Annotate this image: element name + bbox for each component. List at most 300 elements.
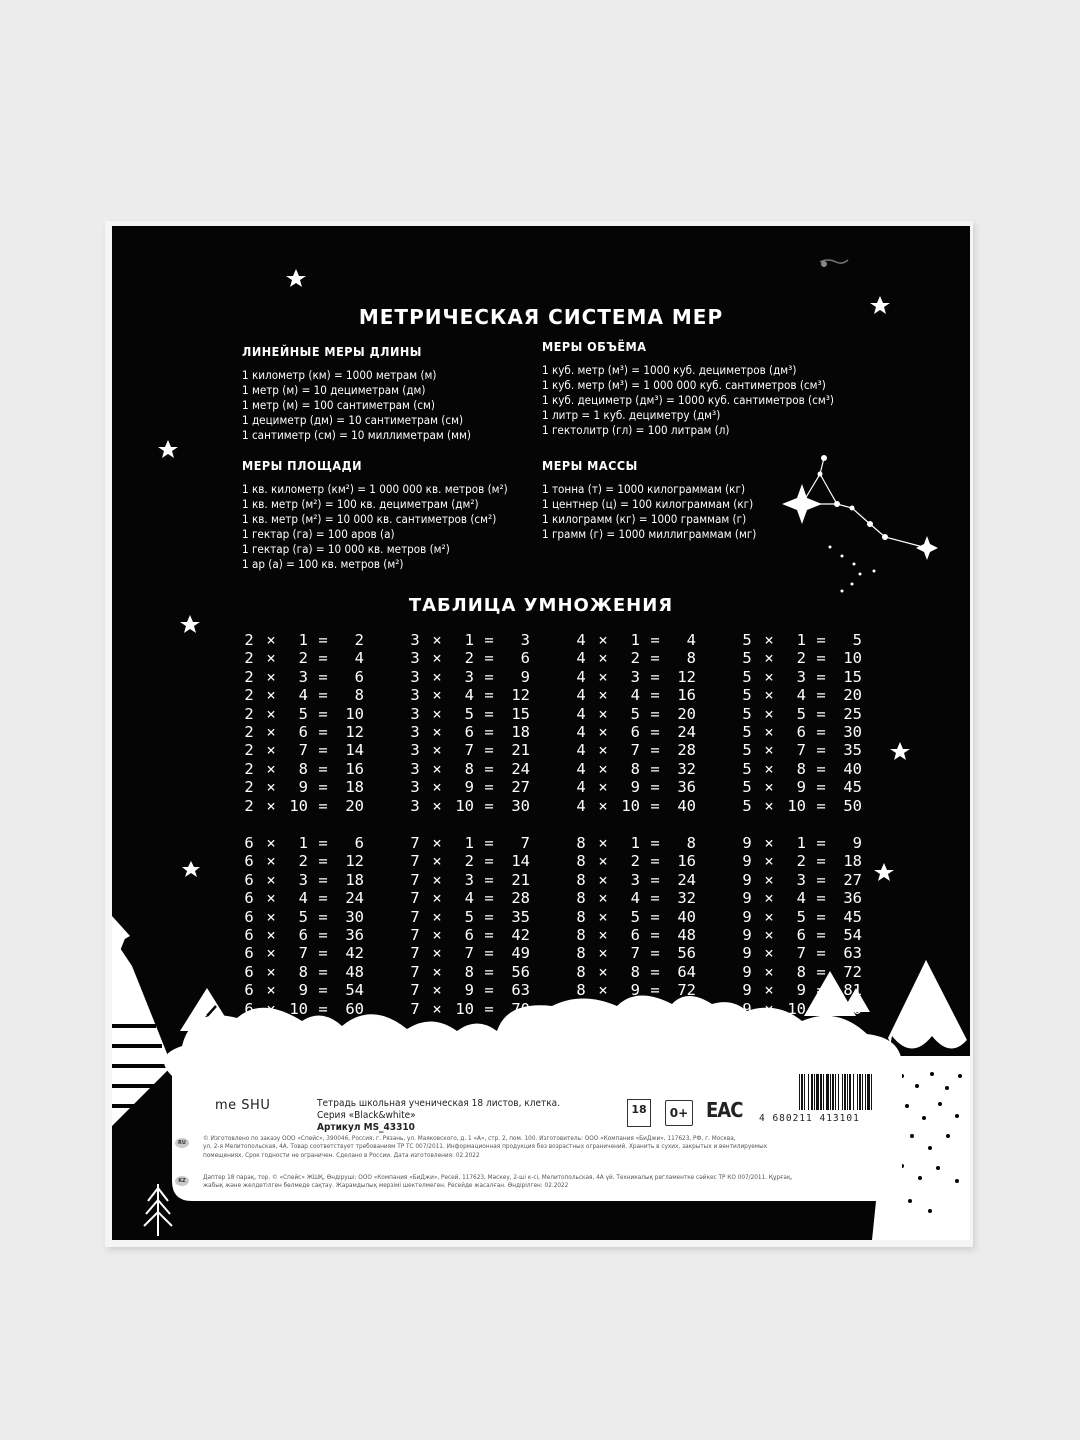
multiplication-cell: 4 bbox=[576, 649, 586, 668]
multiplication-cell: = bbox=[816, 631, 826, 649]
multiplication-cell: 2 bbox=[244, 778, 254, 797]
multiplication-cell: = bbox=[318, 999, 328, 1018]
multiplication-cell: 2 bbox=[298, 649, 308, 668]
measure-line: 1 гектолитр (гл) = 100 литрам (л) bbox=[542, 423, 730, 437]
multiplication-cell: 6 bbox=[244, 962, 254, 981]
multiplication-cell: = bbox=[816, 667, 826, 686]
multiplication-cell: = bbox=[318, 889, 328, 908]
multiplication-cell: × bbox=[266, 834, 276, 852]
multiplication-cell: 5 bbox=[742, 686, 752, 705]
multiplication-cell: 18 bbox=[511, 723, 530, 742]
barcode-bar bbox=[814, 1074, 815, 1110]
multiplication-cell: 5 bbox=[742, 741, 752, 760]
multiplication-row bbox=[242, 908, 364, 926]
multiplication-cell: 6 bbox=[244, 981, 254, 1000]
multiplication-cell: 3 bbox=[464, 667, 474, 686]
multiplication-cell: × bbox=[598, 686, 608, 705]
star-icon bbox=[874, 863, 894, 881]
multiplication-cell: 3 bbox=[410, 741, 420, 760]
multiplication-cell: 3 bbox=[410, 686, 420, 705]
multiplication-row bbox=[242, 889, 364, 907]
multiplication-cell: = bbox=[484, 834, 494, 852]
multiplication-cell: 4 bbox=[576, 741, 586, 760]
multiplication-row bbox=[740, 760, 862, 778]
multiplication-cell: × bbox=[432, 704, 442, 723]
multiplication-cell: = bbox=[816, 926, 826, 945]
barcode-bar bbox=[862, 1074, 863, 1110]
measure-line: 1 куб. метр (м³) = 1000 куб. дециметров (дм³) bbox=[542, 363, 797, 377]
multiplication-cell: × bbox=[764, 852, 774, 871]
multiplication-cell: = bbox=[650, 631, 660, 649]
multiplication-cell: 3 bbox=[298, 870, 308, 889]
multiplication-cell: = bbox=[318, 870, 328, 889]
multiplication-row bbox=[574, 871, 696, 889]
multiplication-cell: × bbox=[598, 834, 608, 852]
multiplication-cell: = bbox=[816, 944, 826, 963]
multiplication-cell: 16 bbox=[677, 686, 696, 705]
multiplication-cell: 7 bbox=[410, 981, 420, 1000]
multiplication-cell: × bbox=[266, 870, 276, 889]
multiplication-row bbox=[242, 705, 364, 723]
multiplication-cell: × bbox=[432, 926, 442, 945]
multiplication-cell: = bbox=[816, 723, 826, 742]
star-icon bbox=[158, 440, 178, 458]
multiplication-cell: 80 bbox=[677, 999, 696, 1018]
multiplication-cell: 6 bbox=[354, 667, 364, 686]
measure-line: 1 кв. метр (м²) = 10 000 кв. сантиметров (см²) bbox=[242, 512, 497, 526]
measure-line: 1 километр (км) = 1000 метрам (м) bbox=[242, 368, 437, 382]
multiplication-cell: 3 bbox=[410, 667, 420, 686]
multiplication-cell: 6 bbox=[298, 926, 308, 945]
multiplication-cell: 3 bbox=[410, 704, 420, 723]
multiplication-cell: 4 bbox=[796, 686, 806, 705]
multiplication-cell: 49 bbox=[511, 944, 530, 963]
multiplication-cell: = bbox=[318, 759, 328, 778]
multiplication-cell: 1 bbox=[464, 631, 474, 649]
multiplication-cell: 3 bbox=[520, 631, 530, 649]
multiplication-cell: = bbox=[650, 852, 660, 871]
multiplication-cell: × bbox=[764, 926, 774, 945]
multiplication-row bbox=[574, 908, 696, 926]
multiplication-cell: 7 bbox=[298, 944, 308, 963]
multiplication-cell: 10 bbox=[621, 796, 640, 815]
multiplication-cell: 7 bbox=[630, 741, 640, 760]
multiplication-row bbox=[574, 649, 696, 667]
multiplication-cell: 7 bbox=[410, 852, 420, 871]
multiplication-cell: × bbox=[598, 852, 608, 871]
multiplication-cell: 1 bbox=[298, 834, 308, 852]
multiplication-cell: = bbox=[318, 981, 328, 1000]
sheets-count-badge bbox=[627, 1099, 651, 1127]
multiplication-cell: 4 bbox=[298, 889, 308, 908]
multiplication-cell: 56 bbox=[511, 962, 530, 981]
multiplication-cell: 48 bbox=[677, 926, 696, 945]
multiplication-cell: 1 bbox=[464, 834, 474, 852]
multiplication-cell: 2 bbox=[464, 852, 474, 871]
multiplication-cell: 9 bbox=[742, 944, 752, 963]
multiplication-cell: 5 bbox=[630, 704, 640, 723]
ru-flag-icon: RU bbox=[175, 1138, 189, 1148]
barcode-bar bbox=[867, 1074, 870, 1110]
multiplication-cell: 15 bbox=[511, 704, 530, 723]
multiplication-cell: = bbox=[484, 889, 494, 908]
multiplication-cell: = bbox=[318, 944, 328, 963]
multiplication-cell: = bbox=[318, 852, 328, 871]
multiplication-row bbox=[408, 668, 530, 686]
measure-line: 1 дециметр (дм) = 10 сантиметрам (см) bbox=[242, 413, 464, 427]
multiplication-cell: × bbox=[764, 778, 774, 797]
multiplication-cell: = bbox=[650, 999, 660, 1018]
multiplication-cell: 9 bbox=[742, 852, 752, 871]
multiplication-cell: 6 bbox=[244, 926, 254, 945]
measure-line: 1 сантиметр (см) = 10 миллиметрам (мм) bbox=[242, 428, 471, 442]
multiplication-block-6 bbox=[242, 834, 364, 1018]
star-icon bbox=[782, 484, 822, 524]
multiplication-cell: = bbox=[484, 852, 494, 871]
multiplication-cell: = bbox=[650, 759, 660, 778]
multiplication-cell: 56 bbox=[677, 944, 696, 963]
multiplication-cell: × bbox=[266, 759, 276, 778]
multiplication-cell: = bbox=[650, 723, 660, 742]
multiplication-row bbox=[242, 852, 364, 870]
mass-measures-section bbox=[542, 458, 756, 542]
multiplication-cell: × bbox=[764, 631, 774, 649]
multiplication-cell: × bbox=[598, 631, 608, 649]
multiplication-cell: 2 bbox=[244, 704, 254, 723]
multiplication-cell: = bbox=[318, 834, 328, 852]
multiplication-row bbox=[408, 778, 530, 796]
multiplication-cell: = bbox=[484, 944, 494, 963]
multiplication-cell: 2 bbox=[244, 686, 254, 705]
multiplication-cell: 4 bbox=[576, 686, 586, 705]
multiplication-cell: = bbox=[484, 704, 494, 723]
multiplication-cell: = bbox=[484, 999, 494, 1018]
multiplication-cell: 9 bbox=[742, 926, 752, 945]
multiplication-row bbox=[242, 778, 364, 796]
multiplication-cell: 9 bbox=[742, 870, 752, 889]
multiplication-cell: 54 bbox=[345, 981, 364, 1000]
multiplication-block-2 bbox=[242, 631, 364, 815]
multiplication-cell: 8 bbox=[576, 999, 586, 1018]
multiplication-cell: = bbox=[318, 686, 328, 705]
multiplication-cell: × bbox=[432, 778, 442, 797]
multiplication-cell: 48 bbox=[345, 962, 364, 981]
multiplication-cell: × bbox=[266, 944, 276, 963]
multiplication-cell: = bbox=[650, 686, 660, 705]
multiplication-row bbox=[408, 1000, 530, 1018]
multiplication-cell: 9 bbox=[298, 778, 308, 797]
multiplication-cell: × bbox=[432, 889, 442, 908]
multiplication-cell: 4 bbox=[630, 686, 640, 705]
multiplication-cell: × bbox=[266, 889, 276, 908]
constellation-lines bbox=[802, 458, 927, 548]
barcode-bar bbox=[842, 1074, 843, 1110]
multiplication-cell: 6 bbox=[464, 723, 474, 742]
multiplication-cell: × bbox=[432, 759, 442, 778]
multiplication-cell: 6 bbox=[630, 723, 640, 742]
multiplication-cell: = bbox=[484, 962, 494, 981]
multiplication-row bbox=[242, 741, 364, 759]
multiplication-cell: = bbox=[816, 834, 826, 852]
multiplication-cell: 18 bbox=[345, 778, 364, 797]
multiplication-cell: 5 bbox=[742, 796, 752, 815]
multiplication-cell: 8 bbox=[576, 852, 586, 871]
multiplication-row bbox=[740, 1000, 862, 1018]
multiplication-cell: = bbox=[484, 723, 494, 742]
multiplication-cell: 9 bbox=[852, 834, 862, 852]
multiplication-cell: 4 bbox=[576, 723, 586, 742]
multiplication-row bbox=[740, 981, 862, 999]
multiplication-cell: × bbox=[764, 834, 774, 852]
multiplication-cell: = bbox=[816, 704, 826, 723]
multiplication-cell: 6 bbox=[244, 834, 254, 852]
multiplication-cell: 6 bbox=[244, 999, 254, 1018]
multiplication-cell: 24 bbox=[511, 759, 530, 778]
multiplication-cell: × bbox=[266, 926, 276, 945]
multiplication-cell: 6 bbox=[244, 907, 254, 926]
multiplication-cell: = bbox=[318, 667, 328, 686]
multiplication-block-5 bbox=[740, 631, 862, 815]
multiplication-cell: 5 bbox=[298, 907, 308, 926]
multiplication-cell: 7 bbox=[464, 741, 474, 760]
multiplication-cell: × bbox=[598, 962, 608, 981]
multiplication-cell: 5 bbox=[742, 759, 752, 778]
multiplication-row bbox=[242, 1000, 364, 1018]
multiplication-cell: = bbox=[816, 870, 826, 889]
multiplication-row bbox=[242, 649, 364, 667]
barcode-bar bbox=[799, 1074, 800, 1110]
multiplication-cell: 5 bbox=[298, 704, 308, 723]
multiplication-cell: 8 bbox=[630, 962, 640, 981]
measure-line: 1 тонна (т) = 1000 килограммам (кг) bbox=[542, 482, 746, 496]
multiplication-cell: 9 bbox=[464, 981, 474, 1000]
barcode-bar bbox=[835, 1074, 836, 1110]
multiplication-row bbox=[740, 944, 862, 962]
multiplication-cell: 36 bbox=[677, 778, 696, 797]
metric-system-title: МЕТРИЧЕСКАЯ СИСТЕМА МЕР bbox=[358, 305, 724, 329]
multiplication-cell: = bbox=[650, 944, 660, 963]
multiplication-row bbox=[408, 944, 530, 962]
star-icon bbox=[180, 615, 200, 633]
multiplication-cell: × bbox=[764, 649, 774, 668]
multiplication-cell: 5 bbox=[630, 907, 640, 926]
multiplication-cell: = bbox=[650, 667, 660, 686]
multiplication-row bbox=[242, 871, 364, 889]
multiplication-cell: 7 bbox=[410, 926, 420, 945]
multiplication-cell: 4 bbox=[464, 889, 474, 908]
measure-line: 1 метр (м) = 10 дециметрам (дм) bbox=[242, 383, 426, 397]
multiplication-cell: 16 bbox=[345, 759, 364, 778]
barcode-digits: 4 680211 413101 bbox=[759, 1113, 860, 1124]
multiplication-cell: = bbox=[318, 907, 328, 926]
multiplication-row bbox=[242, 926, 364, 944]
multiplication-cell: = bbox=[318, 796, 328, 815]
multiplication-cell: = bbox=[816, 759, 826, 778]
multiplication-cell: = bbox=[484, 778, 494, 797]
multiplication-cell: 6 bbox=[464, 926, 474, 945]
series-line: Серия «Black&white» bbox=[317, 1110, 416, 1121]
multiplication-cell: 2 bbox=[630, 852, 640, 871]
multiplication-cell: = bbox=[484, 667, 494, 686]
multiplication-row bbox=[574, 926, 696, 944]
multiplication-cell: 35 bbox=[843, 741, 862, 760]
multiplication-cell: 20 bbox=[345, 796, 364, 815]
multiplication-row bbox=[740, 741, 862, 759]
multiplication-cell: 7 bbox=[410, 889, 420, 908]
multiplication-row bbox=[408, 631, 530, 649]
barcode-bar bbox=[844, 1074, 846, 1110]
multiplication-cell: 6 bbox=[520, 649, 530, 668]
multiplication-cell: = bbox=[650, 907, 660, 926]
multiplication-cell: = bbox=[816, 981, 826, 1000]
multiplication-cell: × bbox=[598, 889, 608, 908]
multiplication-cell: 5 bbox=[742, 723, 752, 742]
multiplication-cell: 3 bbox=[630, 667, 640, 686]
multiplication-cell: 5 bbox=[742, 649, 752, 668]
multiplication-cell: × bbox=[432, 907, 442, 926]
multiplication-table-title: ТАБЛИЦА УМНОЖЕНИЯ bbox=[408, 595, 674, 616]
multiplication-row bbox=[740, 797, 862, 815]
multiplication-cell: 9 bbox=[742, 999, 752, 1018]
multiplication-cell: 10 bbox=[621, 999, 640, 1018]
multiplication-cell: 4 bbox=[576, 778, 586, 797]
multiplication-cell: 8 bbox=[354, 686, 364, 705]
multiplication-row bbox=[740, 723, 862, 741]
multiplication-cell: 4 bbox=[576, 796, 586, 815]
multiplication-cell: 50 bbox=[843, 796, 862, 815]
mass-measures-title: МЕРЫ МАССЫ bbox=[542, 458, 638, 473]
multiplication-cell: × bbox=[764, 667, 774, 686]
multiplication-cell: 9 bbox=[464, 778, 474, 797]
kz-legal-line: жабық және желдетілген бөлмеде сақтау. Жарамдылық мерзімі шектелмеген. Ресейде жасалған. Өндірілген: 02.2022 bbox=[203, 1181, 569, 1190]
multiplication-cell: × bbox=[764, 796, 774, 815]
barcode-bar bbox=[801, 1074, 803, 1110]
multiplication-row bbox=[740, 778, 862, 796]
multiplication-cell: × bbox=[598, 778, 608, 797]
barcode bbox=[797, 1074, 915, 1110]
multiplication-cell: 5 bbox=[742, 631, 752, 649]
multiplication-cell: 42 bbox=[345, 944, 364, 963]
multiplication-cell: 10 bbox=[455, 999, 474, 1018]
multiplication-row bbox=[408, 926, 530, 944]
area-measures-section bbox=[242, 458, 508, 572]
multiplication-cell: 1 bbox=[796, 834, 806, 852]
multiplication-cell: 9 bbox=[520, 667, 530, 686]
multiplication-cell: = bbox=[650, 796, 660, 815]
multiplication-cell: × bbox=[266, 704, 276, 723]
multiplication-cell: × bbox=[598, 999, 608, 1018]
multiplication-cell: × bbox=[598, 907, 608, 926]
area-measures-title: МЕРЫ ПЛОЩАДИ bbox=[242, 458, 363, 473]
multiplication-cell: = bbox=[318, 704, 328, 723]
multiplication-cell: = bbox=[816, 741, 826, 760]
measure-line: 1 центнер (ц) = 100 килограммам (кг) bbox=[542, 497, 754, 511]
multiplication-cell: 1 bbox=[298, 631, 308, 649]
multiplication-cell: 30 bbox=[511, 796, 530, 815]
multiplication-cell: 8 bbox=[576, 889, 586, 908]
multiplication-cell: 8 bbox=[298, 759, 308, 778]
multiplication-cell: × bbox=[432, 999, 442, 1018]
multiplication-cell: 4 bbox=[576, 631, 586, 649]
multiplication-cell: × bbox=[266, 649, 276, 668]
multiplication-cell: × bbox=[266, 686, 276, 705]
multiplication-cell: 4 bbox=[298, 686, 308, 705]
multiplication-cell: 7 bbox=[520, 834, 530, 852]
measure-line: 1 куб. дециметр (дм³) = 1000 куб. сантиметров (см³) bbox=[542, 393, 834, 407]
multiplication-cell: 8 bbox=[576, 926, 586, 945]
multiplication-cell: = bbox=[650, 962, 660, 981]
multiplication-row bbox=[408, 760, 530, 778]
multiplication-cell: × bbox=[598, 704, 608, 723]
multiplication-cell: 21 bbox=[511, 870, 530, 889]
barcode-bar bbox=[832, 1074, 834, 1110]
multiplication-cell: = bbox=[484, 649, 494, 668]
multiplication-cell: 30 bbox=[345, 907, 364, 926]
multiplication-cell: 25 bbox=[843, 704, 862, 723]
multiplication-cell: 8 bbox=[576, 944, 586, 963]
multiplication-row bbox=[574, 889, 696, 907]
multiplication-cell: = bbox=[816, 962, 826, 981]
multiplication-cell: × bbox=[266, 741, 276, 760]
multiplication-cell: 21 bbox=[511, 741, 530, 760]
multiplication-cell: 8 bbox=[464, 759, 474, 778]
multiplication-cell: × bbox=[266, 852, 276, 871]
multiplication-cell: 36 bbox=[345, 926, 364, 945]
multiplication-row bbox=[574, 797, 696, 815]
star-icon bbox=[286, 269, 306, 287]
multiplication-cell: 10 bbox=[843, 649, 862, 668]
multiplication-row bbox=[408, 908, 530, 926]
multiplication-cell: 7 bbox=[410, 834, 420, 852]
barcode-bar bbox=[849, 1074, 851, 1110]
measure-line: 1 килограмм (кг) = 1000 граммам (г) bbox=[542, 512, 747, 526]
multiplication-cell: × bbox=[598, 649, 608, 668]
multiplication-cell: 12 bbox=[511, 686, 530, 705]
barcode-bar bbox=[823, 1074, 824, 1110]
multiplication-row bbox=[408, 705, 530, 723]
multiplication-cell: = bbox=[816, 999, 826, 1018]
multiplication-cell: 64 bbox=[677, 962, 696, 981]
star-icon bbox=[916, 536, 938, 560]
multiplication-cell: 8 bbox=[576, 981, 586, 1000]
multiplication-cell: 7 bbox=[796, 944, 806, 963]
product-line: Тетрадь школьная ученическая 18 листов, клетка. bbox=[317, 1098, 561, 1109]
multiplication-cell: 6 bbox=[354, 834, 364, 852]
multiplication-cell: 12 bbox=[677, 667, 696, 686]
multiplication-row bbox=[574, 705, 696, 723]
measure-line: 1 гектар (га) = 100 аров (а) bbox=[242, 527, 395, 541]
multiplication-cell: × bbox=[598, 667, 608, 686]
multiplication-cell: 3 bbox=[410, 778, 420, 797]
multiplication-cell: 18 bbox=[843, 852, 862, 871]
multiplication-cell: 40 bbox=[677, 907, 696, 926]
kz-flag-icon: KZ bbox=[175, 1176, 189, 1186]
multiplication-cell: × bbox=[764, 741, 774, 760]
multiplication-cell: × bbox=[598, 981, 608, 1000]
multiplication-cell: × bbox=[432, 741, 442, 760]
multiplication-cell: 4 bbox=[354, 649, 364, 668]
multiplication-cell: × bbox=[764, 981, 774, 1000]
multiplication-cell: × bbox=[764, 889, 774, 908]
star-icon bbox=[182, 861, 200, 877]
multiplication-cell: 6 bbox=[244, 870, 254, 889]
multiplication-cell: 3 bbox=[410, 723, 420, 742]
multiplication-cell: 4 bbox=[630, 889, 640, 908]
multiplication-row bbox=[574, 834, 696, 852]
multiplication-cell: 9 bbox=[298, 981, 308, 1000]
multiplication-cell: 5 bbox=[464, 704, 474, 723]
multiplication-cell: 9 bbox=[742, 962, 752, 981]
